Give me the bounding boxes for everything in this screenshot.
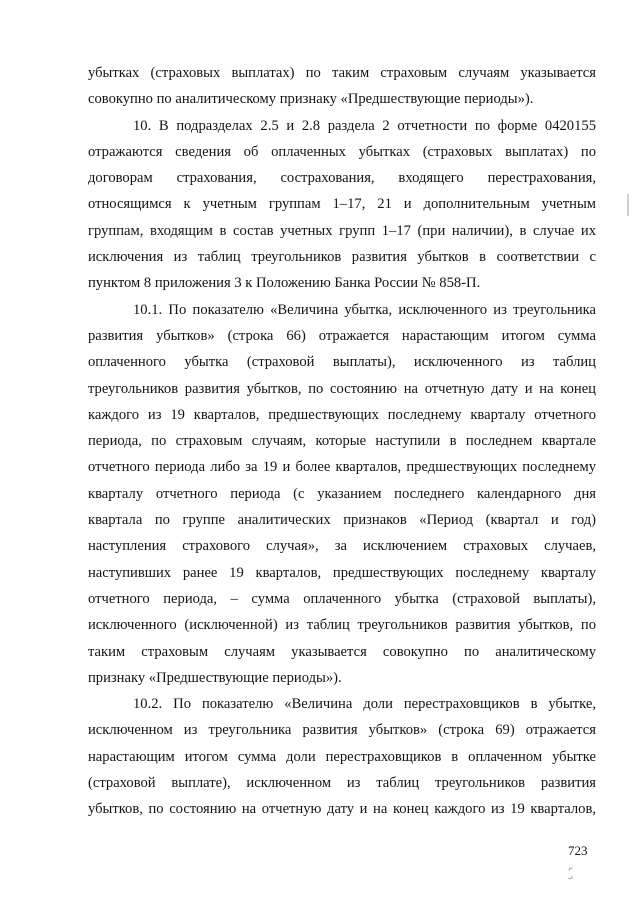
text-line: пунктом 8 приложения 3 к Положению Банка России № 858-П. xyxy=(88,275,481,292)
text-line: договорам страхования, сострахования, входящего перестрахования, xyxy=(88,170,596,187)
text-line: отражаются сведения об оплаченных убытках (страховых выплатах) по xyxy=(88,143,596,160)
text-line: наступивших ранее 19 кварталов, предшествующих последнему кварталу xyxy=(88,564,596,581)
text-line: нарастающим итогом сумма доли перестраховщиков в оплаченном убытке xyxy=(88,748,596,765)
paragraph-10-start: 10. В подразделах 2.5 и 2.8 раздела 2 отчетности по форме 0420155 xyxy=(133,117,596,134)
text-line: оплаченного убытка (страховой выплаты), исключенного из таблиц xyxy=(88,354,596,371)
margin-scan-mark-icon xyxy=(566,866,575,882)
document-body xyxy=(88,60,596,823)
text-line: убытках (страховых выплатах) по таким страховым случаям указывается xyxy=(88,65,596,81)
paragraph-10-2-start: 10.2. По показателю «Величина доли перестраховщиков в убытке, xyxy=(133,696,596,713)
text-line: квартала по группе аналитических признаков «Период (квартал и год) xyxy=(88,512,596,529)
text-line: исключенном из треугольника развития убытков» (строка 69) отражается xyxy=(88,722,596,739)
text-line: наступления страхового случая», за исключением страховых случаев, xyxy=(88,538,596,555)
text-line: отчетного периода, – сумма оплаченного убытка (страховой выплаты), xyxy=(88,590,596,607)
text-line: убытков, по состоянию на отчетную дату и на конец каждого из 19 кварталов, xyxy=(88,801,596,818)
text-line: относящимся к учетным группам 1–17, 21 и дополнительным учетным xyxy=(88,196,596,213)
text-line: каждого из 19 кварталов, предшествующих последнему кварталу отчетного xyxy=(88,406,596,423)
text-line: исключенного (исключенной) из таблиц треугольников развития убытков, по xyxy=(88,617,596,634)
page-number: 723 xyxy=(568,843,588,858)
text-line: кварталу отчетного периода (с указанием последнего календарного дня xyxy=(88,485,596,502)
text-line: исключения из таблиц треугольников развития убытков в соответствии с xyxy=(88,249,596,266)
paragraph-10-1-start: 10.1. По показателю «Величина убытка, исключенного из треугольника xyxy=(133,301,596,318)
text-line: развития убытков» (строка 66) отражается нарастающим итогом сумма xyxy=(88,327,596,344)
text-line: таким страховым случаям указывается совокупно по аналитическому xyxy=(88,643,596,660)
text-line: периода, по страховым случаям, которые наступили в последнем квартале xyxy=(88,433,596,450)
scan-edge-mark xyxy=(627,194,629,216)
text-line: отчетного периода либо за 19 и более кварталов, предшествующих последнему xyxy=(88,459,596,476)
text-line: группам, входящим в состав учетных групп 1–17 (при наличии), в случае их xyxy=(88,222,596,239)
text-line: (страховой выплате), исключенном из таблиц треугольников развития xyxy=(88,775,596,792)
text-line: совокупно по аналитическому признаку «Предшествующие периоды»). xyxy=(88,91,534,108)
text-line: признаку «Предшествующие периоды»). xyxy=(88,669,342,686)
text-line: треугольников развития убытков, по состоянию на отчетную дату и на конец xyxy=(88,380,596,397)
